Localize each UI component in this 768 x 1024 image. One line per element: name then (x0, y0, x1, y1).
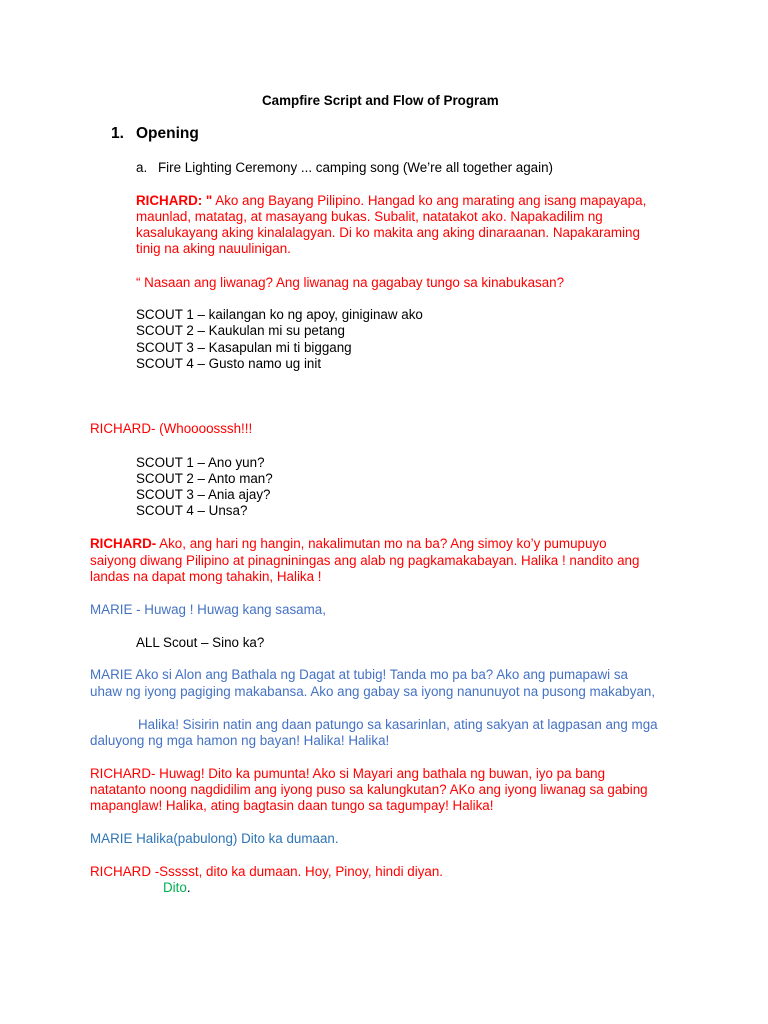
richard-quote: “ Nasaan ang liwanag? Ang liwanag na gagabay tungo sa kinabukasan? (136, 275, 565, 290)
scout-line: SCOUT 3 – Kasapulan mi ti biggang (136, 340, 352, 355)
richard-line: RICHARD -Ssssst, dito ka dumaan. Hoy, Pinoy, hindi diyan. (90, 864, 444, 879)
richard-whoosh: RICHARD- (Whoooosssh!!! (90, 421, 253, 436)
item-letter: a. (136, 160, 148, 175)
section-heading: Opening (136, 125, 199, 142)
richard-line-2: maunlad, matatag, at masayang bukas. Subalit, natatakot ako. Napakadilim ng (136, 209, 603, 224)
scout-line: SCOUT 4 – Gusto namo ug init (136, 356, 322, 371)
document-title: Campfire Script and Flow of Program (262, 93, 499, 108)
richard-line-1: RICHARD- Huwag! Dito ka pumunta! Ako si Mayari ang bathala ng buwan, iyo pa bang (90, 766, 606, 781)
marie-line-2: daluyong ng mga hamon ng bayan! Halika! Halika! (90, 733, 390, 748)
marie-line: MARIE Halika(pabulong) Dito ka dumaan. (90, 831, 339, 846)
scout-line: SCOUT 2 – Anto man? (136, 471, 273, 486)
dialogue-text: Ako ang Bayang Pilipino. Hangad ko ang marating ang isang mapayapa, (212, 193, 647, 208)
richard-line-4: tinig na aking nauulinigan. (136, 241, 291, 256)
scout-line: SCOUT 2 – Kaukulan mi su petang (136, 323, 345, 338)
scout-line: SCOUT 1 – Ano yun? (136, 455, 265, 470)
dito-punct: . (186, 880, 191, 895)
all-scout-line: ALL Scout – Sino ka? (136, 635, 265, 650)
dito-line (163, 880, 191, 896)
dialogue-text: Ako, ang hari ng hangin, nakalimutan mo na ba? Ang simoy ko’y pumupuyo (156, 536, 607, 551)
richard-line-3: mapanglaw! Halika, ating bagtasin daan tungo sa tagumpay! Halika! (90, 798, 494, 813)
richard-line-1 (90, 536, 607, 552)
marie-line: MARIE - Huwag ! Huwag kang sasama, (90, 602, 326, 617)
richard-line-3: landas na dapat mong tahakin, Halika ! (90, 569, 322, 584)
dito-word: Dito (163, 880, 187, 895)
richard-line-3: kasalukayang aking kinalalagyan. Di ko makita ang aking dinaraanan. Napakaraming (136, 225, 640, 240)
marie-line-1: Halika! Sisirin natin ang daan patungo sa kasarinlan, ating sakyan at lagpasan ang mga (138, 717, 658, 732)
marie-line-1: MARIE Ako si Alon ang Bathala ng Dagat at tubig! Tanda mo pa ba? Ako ang pumapawi sa (90, 667, 628, 682)
speaker-name: RICHARD: " (136, 193, 213, 208)
speaker-name: RICHARD- (90, 536, 157, 551)
scout-line: SCOUT 1 – kailangan ko ng apoy, giniginaw ako (136, 307, 423, 322)
section-number: 1. (111, 125, 124, 142)
richard-line-2: saiyong diwang Pilipino at pinagniningas ang alab ng pagkamakabayan. Halika ! nandito ang (90, 553, 640, 568)
scout-line: SCOUT 4 – Unsa? (136, 503, 248, 518)
scout-line: SCOUT 3 – Ania ajay? (136, 487, 271, 502)
marie-line-2: uhaw ng iyong pagiging makabansa. Ako ang gabay sa iyong nanunuyot na pusong makabyan, (90, 684, 656, 699)
richard-line-1 (136, 193, 646, 209)
item-text: Fire Lighting Ceremony ... camping song (We’re all together again) (158, 160, 553, 175)
richard-line-2: natatanto noong nagdidilim ang iyong puso sa kalungkutan? AKo ang iyong liwanag sa gabing (90, 782, 648, 797)
